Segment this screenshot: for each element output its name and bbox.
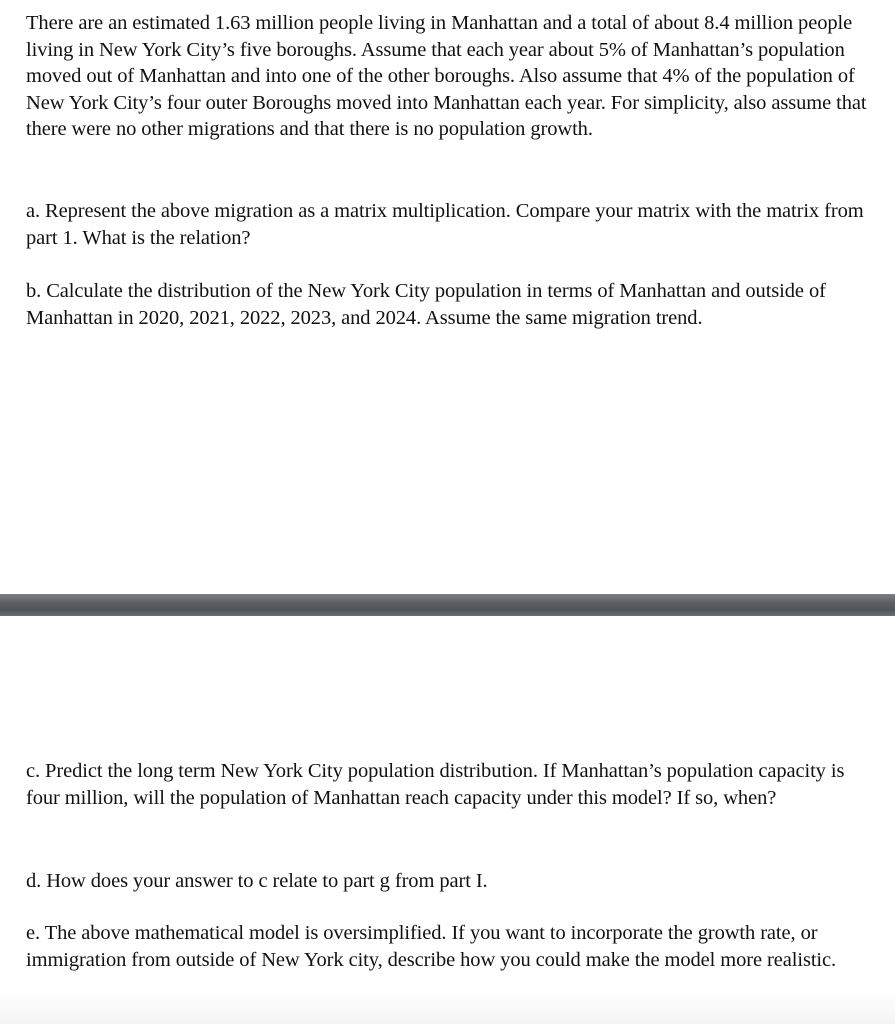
question-a-text: a. Represent the above migration as a matrix multiplication. Compare your matrix with the matrix from part 1. What is the relation?: [26, 200, 864, 249]
page-divider: [0, 594, 895, 616]
page-bottom: [0, 616, 895, 1024]
question-c-text: c. Predict the long term New York City population distribution. If Manhattan’s population capacity is four million, will the population of Manhattan reach capacity under this model? If so, when?: [26, 760, 845, 809]
question-d-text: d. How does your answer to c relate to part g from part I.: [26, 870, 488, 892]
problem-intro-text: There are an estimated 1.63 million people living in Manhattan and a total of about 8.4 million people living in New York City’s five boroughs. Assume that each year about 5% of Manhattan’s population moved out of Manhattan and into one of the other boroughs. Also assume that 4% of the population of New York City’s four outer Boroughs moved into Manhattan each year. For simplicity, also assume that there were no other migrations and that there is no population growth.: [26, 12, 867, 141]
question-e-text: e. The above mathematical model is oversimplified. If you want to incorporate the growth rate, or immigration from outside of New York city, describe how you could make the model more realistic.: [26, 922, 837, 971]
question-b-text: b. Calculate the distribution of the New York City population in terms of Manhattan and outside of Manhattan in 2020, 2021, 2022, 2023, and 2024. Assume the same migration trend.: [26, 280, 826, 329]
